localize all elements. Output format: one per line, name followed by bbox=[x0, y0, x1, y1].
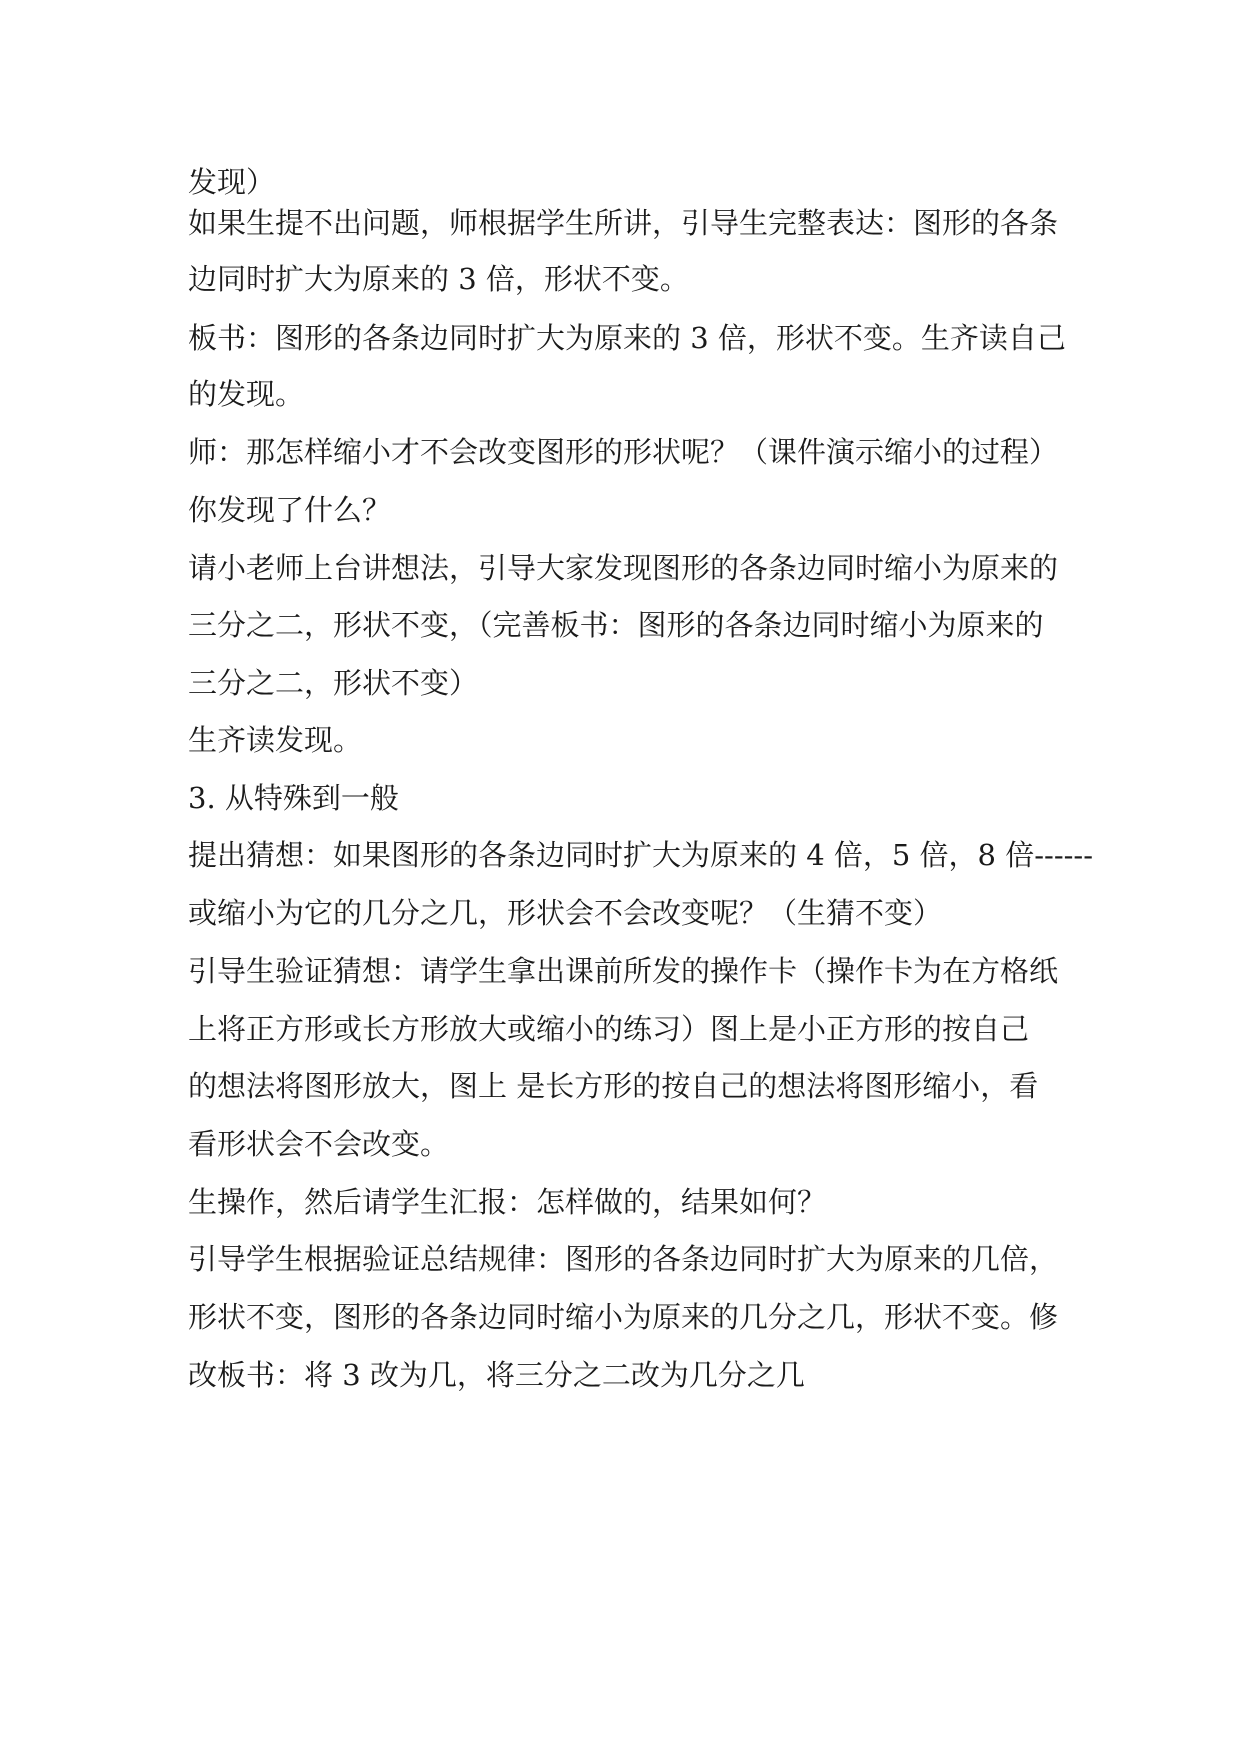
text-line: 你发现了什么？ bbox=[188, 493, 392, 527]
text-line: 生操作，然后请学生汇报：怎样做的，结果如何？ bbox=[188, 1185, 827, 1219]
text-line: 如果生提不出问题，师根据学生所讲，引导生完整表达：图形的各条 bbox=[188, 206, 1059, 240]
text-line: 请小老师上台讲想法，引导大家发现图形的各条边同时缩小为原来的 bbox=[188, 551, 1059, 585]
text-line: 边同时扩大为原来的 3 倍，形状不变。 bbox=[188, 262, 689, 296]
text-line: 看形状会不会改变。 bbox=[188, 1127, 450, 1161]
text-line: 师：那怎样缩小才不会改变图形的形状呢？（课件演示缩小的过程） bbox=[188, 435, 1059, 469]
text-line: 三分之二，形状不变） bbox=[188, 666, 479, 700]
text-line: 板书：图形的各条边同时扩大为原来的 3 倍，形状不变。生齐读自己 bbox=[188, 321, 1066, 355]
text-line: 或缩小为它的几分之几，形状会不会改变呢？（生猜不变） bbox=[188, 896, 943, 930]
text-line: 改板书：将 3 改为几，将三分之二改为几分之几 bbox=[188, 1358, 805, 1392]
text-line: 生齐读发现。 bbox=[188, 723, 363, 757]
text-line: 上将正方形或长方形放大或缩小的练习）图上是小正方形的按自己 bbox=[188, 1012, 1030, 1046]
text-line: 发现） bbox=[188, 165, 276, 199]
text-line: 引导生验证猜想：请学生拿出课前所发的操作卡（操作卡为在方格纸 bbox=[188, 954, 1059, 988]
section-heading: 3. 从特殊到一般 bbox=[188, 781, 399, 815]
text-line: 三分之二，形状不变，（完善板书：图形的各条边同时缩小为原来的 bbox=[188, 608, 1044, 642]
text-line: 形状不变，图形的各条边同时缩小为原来的几分之几，形状不变。修 bbox=[188, 1300, 1059, 1334]
text-line: 提出猜想：如果图形的各条边同时扩大为原来的 4 倍，5 倍，8 倍------ bbox=[188, 838, 1094, 872]
text-line: 的想法将图形放大，图上 是长方形的按自己的想法将图形缩小，看 bbox=[188, 1069, 1039, 1103]
text-line: 引导学生根据验证总结规律：图形的各条边同时扩大为原来的几倍， bbox=[188, 1242, 1059, 1276]
text-line: 的发现。 bbox=[188, 377, 305, 411]
